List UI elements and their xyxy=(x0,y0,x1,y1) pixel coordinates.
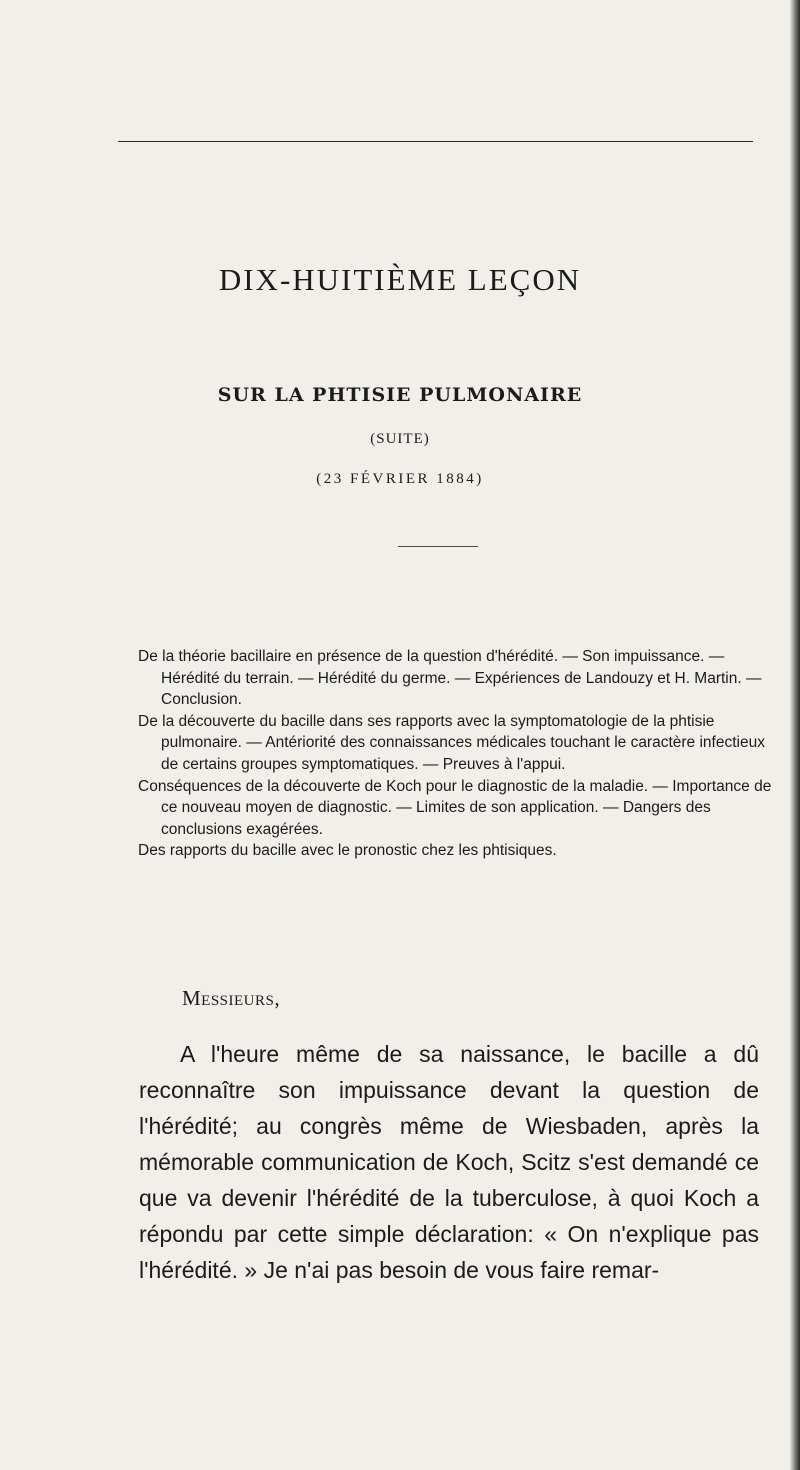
summary-paragraph: De la découverte du bacille dans ses rapports avec la symptomatologie de la phtisie pulmonaire. — Antériorité des connaissances médicales touchant le caractère infectieux de certains groupes symptomatiques. — Preuves à l'appui. xyxy=(138,712,765,773)
section-divider xyxy=(398,546,478,547)
lecon-date: (23 FÉVRIER 1884) xyxy=(316,471,484,487)
body-paragraph xyxy=(139,1036,759,1288)
summary-paragraph: De la théorie bacillaire en présence de la question d'hérédité. — Son impuissance. — Hérédité du terrain. — Hérédité du germe. — Expériences de Landouzy et H. Martin. — Conclusion. xyxy=(138,648,762,709)
lecon-subtitle: SUR LA PHTISIE PULMONAIRE xyxy=(217,384,583,406)
salutation: Messieurs, xyxy=(182,986,281,1010)
page-edge xyxy=(790,0,800,1470)
suite-label: (SUITE) xyxy=(370,431,430,447)
summary xyxy=(0,646,800,862)
summary-paragraph: Conséquences de la découverte de Koch pour le diagnostic de la maladie. — Importance de ce nouveau moyen de diagnostic. — Limites de son application. — Dangers des conclusions exagérées. xyxy=(138,777,772,838)
top-rule xyxy=(118,141,753,142)
body-text: A l'heure même de sa naissance, le bacille a dû reconnaître son impuissance devant la question de l'hérédité; au congrès même de Wiesbaden, après la mémorable communication de Koch, Scitz s'est demandé ce que va devenir l'hérédité de la tuberculose, à quoi Koch a répondu par cette simple déclaration: « On n'explique pas l'hérédité. » Je n'ai pas besoin de vous faire remar- xyxy=(139,1041,759,1283)
lecon-title: DIX-HUITIÈME LEÇON xyxy=(218,262,582,297)
summary-paragraph: Des rapports du bacille avec le pronostic chez les phtisiques. xyxy=(138,842,557,860)
